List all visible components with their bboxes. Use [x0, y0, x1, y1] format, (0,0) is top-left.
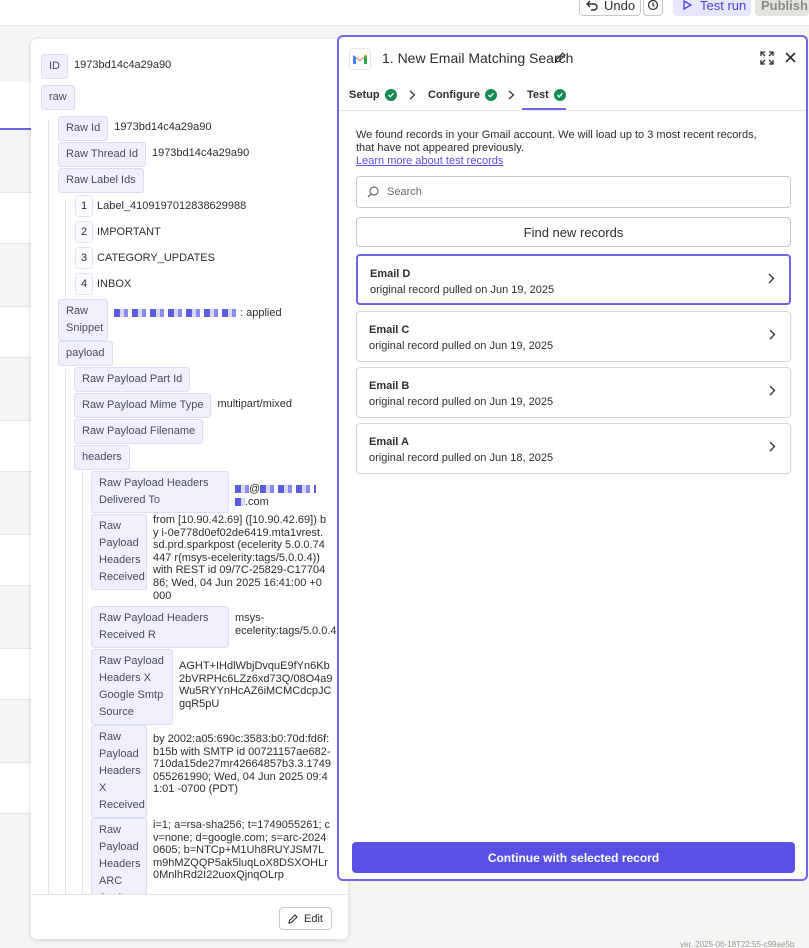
field-value: AGHT+IHdlWbjDvquE9fYn6Kb2bVRPHc6LZz6xd73Q/08O4a9Wu5RYYnHcAZ6iMCMCdcpJCgqR5pU [179, 660, 333, 710]
field-value [108, 299, 282, 320]
field-headers-delivered-to [91, 471, 316, 513]
field-value: from [10.90.42.69] ([10.90.42.69]) by i-0e778d0ef02de6419.mta1vrest.sd.prd.sparkpost (ecelerity 5.0.0.74447 r(msys-ecelerity:tags/5.0.0.4)) with REST id 09/7C-25829-C1770486; Wed, 04 Jun 2025 16:41:00 +0000 [153, 514, 327, 602]
active-tab-indicator [522, 108, 566, 110]
tab-configure[interactable] [428, 89, 497, 101]
field-key: Raw Payload Filename [74, 419, 203, 444]
canvas-step-card [0, 534, 32, 586]
field-headers-received [91, 514, 327, 602]
panel-footer [31, 894, 348, 939]
step-header [339, 37, 806, 81]
chevron-right-icon [769, 329, 776, 340]
delivered-to-domain: .com [245, 495, 269, 508]
redacted-text [114, 309, 240, 317]
field-headers-received-r [91, 606, 335, 648]
field-raw-thread-id [58, 142, 249, 167]
rename-pencil-icon[interactable] [555, 52, 566, 63]
field-key: Raw Payload Headers Delivered To [91, 471, 229, 513]
publish-button[interactable] [755, 0, 809, 16]
record-subtitle: original record pulled on Jun 18, 2025 [369, 452, 554, 464]
tree-line [82, 469, 83, 939]
close-icon[interactable] [785, 52, 796, 63]
field-value: i=1; a=rsa-sha256; t=1749055261; cv=none; d=google.com; s=arc-20240605; b=NTCp+M1Uh8RUYJSM7Lm9hMZQQP5ak5luqLoX8DSXOHLr0MnlhRd2I22uoxQjnqOLrp [153, 819, 331, 882]
record-item[interactable] [356, 311, 791, 362]
list-index: 1 [75, 195, 93, 217]
chevron-right-icon [409, 90, 416, 100]
chevron-right-icon [768, 273, 775, 284]
check-circle-icon [554, 89, 566, 101]
undo-icon [586, 0, 598, 11]
canvas-step-card [0, 648, 32, 700]
field-id [41, 54, 171, 79]
list-index: 2 [75, 221, 93, 243]
history-button[interactable] [643, 0, 663, 16]
field-payload[interactable] [58, 341, 113, 366]
record-name: Email A [369, 436, 409, 448]
redacted-text [235, 485, 249, 493]
expand-icon[interactable] [759, 50, 775, 66]
chevron-right-icon [769, 441, 776, 452]
chevron-right-icon [508, 90, 515, 100]
field-headers[interactable] [74, 445, 130, 470]
field-value: msys-ecelerity:tags/5.0.0.4 [235, 612, 337, 637]
record-name: Email B [369, 380, 410, 392]
learn-more-link[interactable]: Learn more about test records [356, 155, 504, 167]
edit-label: Edit [304, 912, 323, 925]
test-run-button[interactable] [673, 0, 751, 16]
tab-test[interactable] [527, 89, 566, 101]
field-payload-part-id [74, 367, 190, 392]
info-text: We found records in your Gmail account. We will load up to 3 most recent records, that have not appeared previously. [356, 129, 757, 154]
field-payload-filename [74, 419, 203, 444]
field-raw[interactable] [41, 85, 75, 110]
field-value: by 2002:a05:690c:3583:b0:70d:fd6f:b15b with SMTP id 00721157ae682-710da15de27mr42664857b3.3.1749055261990; Wed, 04 Jun 2025 09:41:01 -0700 (PDT) [153, 733, 331, 796]
record-name: Email C [369, 324, 410, 336]
canvas-step-card [0, 82, 32, 130]
field-key: Raw Payload Mime Type [74, 393, 211, 418]
step-tabs [339, 81, 806, 111]
record-subtitle: original record pulled on Jun 19, 2025 [370, 284, 555, 296]
record-name: Email D [370, 268, 411, 280]
record-subtitle: original record pulled on Jun 19, 2025 [369, 396, 554, 408]
list-item: INBOX [97, 278, 132, 290]
gmail-app-icon [349, 48, 371, 70]
undo-button[interactable] [579, 0, 641, 16]
field-key: ID [41, 54, 68, 79]
list-item: IMPORTANT [97, 226, 161, 238]
canvas-step-card [0, 306, 32, 358]
field-value [229, 471, 316, 508]
field-raw-snippet [58, 299, 282, 341]
field-headers-x-received [91, 725, 331, 818]
record-search[interactable] [356, 176, 791, 208]
check-circle-icon [485, 89, 497, 101]
history-icon [647, 0, 659, 11]
redacted-text [260, 485, 316, 493]
edit-button[interactable] [279, 907, 332, 930]
field-key: Raw Snippet [58, 299, 108, 341]
delivered-to-at: @ [249, 483, 261, 495]
field-payload-mime-type [74, 393, 292, 418]
field-key: payload [58, 341, 113, 366]
tab-label: Test [527, 89, 549, 101]
field-key: Raw Payload Part Id [74, 367, 190, 392]
field-value: multipart/mixed [217, 398, 293, 410]
list-index: 4 [75, 273, 93, 295]
play-icon [683, 0, 692, 10]
snippet-text: : applied [240, 307, 282, 319]
field-raw-label-ids[interactable] [58, 168, 144, 193]
field-value: 1973bd14c4a29a90 [74, 59, 172, 71]
search-icon [367, 186, 379, 198]
continue-button[interactable]: Continue with selected record [352, 842, 795, 873]
test-run-label: Test run [700, 0, 747, 13]
chevron-right-icon [769, 385, 776, 396]
field-key: Raw Payload Headers X Google Smtp Source [91, 649, 173, 725]
field-key: Raw Label Ids [58, 168, 144, 193]
check-circle-icon [385, 89, 397, 101]
tree-line [48, 119, 49, 939]
field-key: Raw Payload Headers ARC [91, 818, 147, 911]
tab-label: Configure [428, 89, 480, 101]
field-key: Raw Payload Headers Received R [91, 606, 229, 648]
field-key: Raw Id [58, 116, 108, 141]
field-value: 1973bd14c4a29a90 [114, 121, 212, 133]
step-title[interactable]: 1. New Email Matching Search [382, 50, 574, 66]
step-config-panel [337, 35, 808, 881]
field-key: Raw Payload Headers Received [91, 514, 147, 590]
record-item[interactable] [356, 423, 791, 474]
canvas-step-card [0, 420, 32, 472]
record-data-panel [31, 39, 348, 939]
search-input[interactable] [387, 186, 767, 198]
record-subtitle: original record pulled on Jun 19, 2025 [369, 340, 554, 352]
test-info [356, 129, 776, 168]
redacted-text [235, 498, 245, 506]
tree-line [65, 199, 66, 299]
find-new-records-button[interactable]: Find new records [356, 217, 791, 247]
field-key: Raw Payload Headers X Received [91, 725, 147, 818]
record-item[interactable] [356, 367, 791, 418]
record-item-selected[interactable] [356, 254, 791, 305]
tree-line [65, 369, 66, 939]
tab-setup[interactable] [349, 89, 397, 101]
canvas-step-card [0, 192, 32, 244]
field-headers-google-smtp-source [91, 649, 333, 725]
field-key: raw [41, 85, 75, 110]
list-index: 3 [75, 247, 93, 269]
version-label: ver. 2025-06-18T22:55-c99ae5b [680, 940, 795, 948]
pencil-icon [288, 914, 298, 924]
field-key: headers [74, 445, 130, 470]
field-raw-id [58, 116, 212, 141]
top-toolbar [0, 0, 809, 26]
undo-label: Undo [604, 0, 636, 13]
publish-label: Publish [761, 0, 808, 13]
list-item: CATEGORY_UPDATES [97, 252, 215, 264]
tab-label: Setup [349, 89, 380, 101]
field-value: 1973bd14c4a29a90 [151, 147, 250, 159]
canvas-step-card [0, 762, 32, 814]
field-key: Raw Thread Id [58, 142, 146, 167]
list-item: Label_4109197012838629988 [97, 200, 247, 212]
